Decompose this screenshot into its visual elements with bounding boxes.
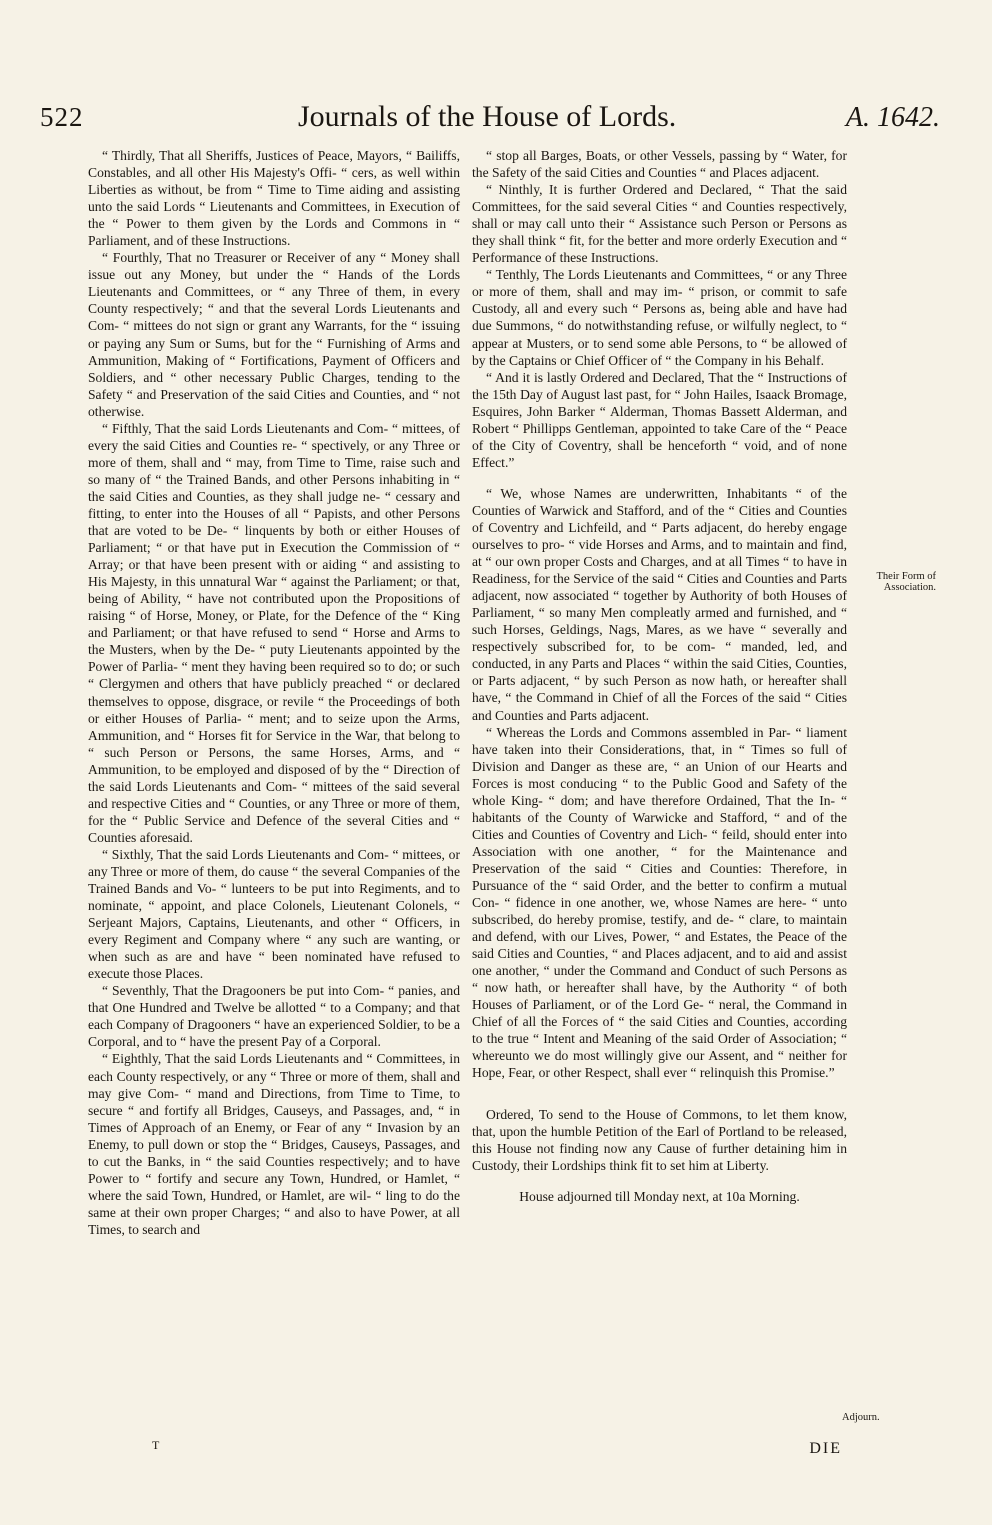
paragraph-fourthly: “ Fourthly, That no Treasurer or Receiver of any “ Money shall issue out any Money, but under the “ Hands of the Lords Lieutenants and Committees, or “ any Three of them, in every County respectively; “ and that the several Lords Lieutenants and Com- “ mittees do not sign or grant any Warrants, for the “ issuing or paying any Sum or Sums, but for the “ Furnishing of Arms and Ammunition, Making of “ Fortifications, Payment of Officers and Soldiers, and “ other necessary Public Charges, tending to the Safety “ and Preservation of the said Cities and Counties, and “ not otherwise. <box>88 250 460 419</box>
section-gap <box>472 1082 847 1106</box>
paragraph-engagement: “ We, whose Names are underwritten, Inhabitants “ of the Counties of Warwick and Stafford, and of the “ Cities and Counties of Coventry and Lichfeild, and “ Parts adjacent, do hereby engage ourselves to pro- “ vide Horses and Arms, and to maintain and find, at “ our own proper Costs and Charges, and at all Times “ to have in Readiness, for the Service of the said “ Cities and Counties and Parts adjacent, now associated “ together by Authority of both Houses of Parliament, “ so many Men compleatly armed and furnished, and “ such Horses, Geldings, Nags, Mares, as we have “ severally and respectively subscribed for, to be com- “ manded, led, and conducted, in any Parts and Places “ within the said Cities, Counties, or Parts adjacent, “ by such Person as now hath, or hereafter shall have, “ the Command in Chief of all the Forces of the said “ Cities and Counties and Parts adjacent. <box>472 485 847 723</box>
signature-mark: T <box>152 1438 160 1452</box>
paragraph-fifthly: “ Fifthly, That the said Lords Lieutenants and Com- “ mittees, of every the said Cities and Counties re- “ spectively, or any Three or more of them, shall and “ may, from Time to Time, raise such and so many of “ the Trained Bands, and other Persons inhabiting in “ the said Cities and Counties, as they shall judge ne- “ cessary and fitting, to enter into the Houses of all “ Papists, and other Persons that are voted to be De- “ linquents by both or either Houses of Parliament; “ or that have put in Execution the Commission of “ Array; or that have been present with or aiding “ and assisting to His Majesty, in this unnatural War “ against the Parliament; or that, being of Ability, “ have not contributed upon the Propositions of raising “ of Horse, Money, or Plate, for the Defence of the “ King and Parliament; or that have refused to send “ Horse and Arms to the Musters, when by the De- “ puty Lieutenants appointed by the Power of Parlia- “ ment they having been required so to do; or such “ Clergymen and others that have publicly preached “ or declared themselves to oppose, disgrace, or revile “ the Proceedings of both or either Houses of Parlia- “ ment; and to seize upon the Arms, Ammunition, and “ Horses fit for Service in the War, that belong to “ such Person or Persons, the same Horses, Arms, and “ Ammunition, to be employed and disposed of by the “ Direction of the said Lords Lieutenants and Com- “ mittees of the said several and respective Cities and “ Counties, or any Three or more of them, for the “ Public Service and Defence of the several Cities and “ Counties aforesaid. <box>88 420 460 845</box>
section-gap <box>472 471 847 485</box>
running-year: A. 1642. <box>845 102 940 133</box>
margin-note-adjourn: Adjourn. <box>842 1412 880 1423</box>
paragraph-thirdly: “ Thirdly, That all Sheriffs, Justices of Peace, Mayors, “ Bailiffs, Constables, and all other His Majesty's Offi- “ cers, as well within Liberties as without, be from “ Time to Time aiding and assisting unto the said Lords “ Lieutenants and Committees, in Execution of the “ Power to them given by the Lords and Commons in “ Parliament, and of these Instructions. <box>88 148 460 249</box>
right-column <box>472 147 847 1205</box>
section-gap <box>472 1174 847 1188</box>
adjournment-line: House adjourned till Monday next, at 10a Morning. <box>519 1188 800 1204</box>
paragraph-seventhly: “ Seventhly, That the Dragooners be put into Com- “ panies, and that One Hundred and Twelve be allotted “ to a Company; and that each Company of Dragooners “ have an experienced Soldier, to be a Corporal, and to “ have the present Pay of a Corporal. <box>88 983 460 1050</box>
running-title: Journals of the House of Lords. <box>298 100 677 133</box>
paragraph-ordered: Ordered, To send to the House of Commons, to let them know, that, upon the humble Petition of the Earl of Portland to be released, this House not finding now any Cause of further detaining him in Custody, their Lordships think fit to set him at Liberty. <box>472 1106 847 1173</box>
margin-note-association: Their Form of Association. <box>876 571 936 593</box>
left-column <box>88 147 460 1238</box>
running-head <box>40 98 940 138</box>
paragraph-lastly: “ And it is lastly Ordered and Declared, That the “ Instructions of the 15th Day of August last past, for “ John Hailes, Isaack Bromage, Esquires, John Barker “ Alderman, Thomas Bassett Alderman, and Robert “ Phillipps Gentleman, appointed to take Care of the “ Peace of the City of Coventry, shall be henceforth “ void, and of none Effect.” <box>472 369 847 470</box>
catchword: DIE <box>809 1440 842 1457</box>
paragraph-ninthly: “ Ninthly, It is further Ordered and Declared, “ That the said Committees, for the said several Cities “ and Counties respectively, shall or may call unto their “ Assistance such Person or Persons as they shall think “ fit, for the better and more orderly Execution and “ Performance of these Instructions. <box>472 182 847 266</box>
paragraph-eighthly: “ Eighthly, That the said Lords Lieutenants and “ Committees, in each County respectively, or any “ Three or more of them, shall and may give Com- “ mand and Directions, from Time to Time, to secure “ and fortify all Bridges, Causeys, and Passages, and, “ in Times of Approach of an Enemy, or Fear of any “ Invasion by an Enemy, to pull down or stop the “ Bridges, Causeys, Passages, and to cut the Banks, in “ the said Counties respectively; and to have Power to “ fortify and secure any Town, Hundred, or Hamlet, “ where the said Town, Hundred, or Hamlet, are wil- “ ling to do the same at their own proper Charges; “ and also to have Power, at all Times, to search and <box>88 1051 460 1237</box>
page-number: 522 <box>40 102 84 132</box>
paragraph-eighthly-cont: “ stop all Barges, Boats, or other Vessels, passing by “ Water, for the Safety of the said Cities and Counties “ and Places adjacent. <box>472 148 847 181</box>
paragraph-whereas: “ Whereas the Lords and Commons assembled in Par- “ liament have taken into their Considerations, that, in “ Times so full of Division and Danger as these are, “ an Union of our Hearts and Forces is most conducing “ to the Public Good and Safety of the whole King- “ dom; and have therefore Ordained, That the In- “ habitants of the County of Warwicke and Stafford, “ and of the Cities and Counties of Coventry and Lich- “ feild, should enter into Association with one another, “ for the Maintenance and Preservation of the said “ Cities and Counties: Therefore, in Pursuance of the “ said Order, and the better to confirm a mutual Con- “ fidence in one another, we, whose Names are here- “ unto subscribed, do hereby promise, testify, and de- “ clare, to maintain and defend, with our Lives, Power, “ and Estates, the Peace of the said Cities and Counties, “ and Places adjacent, and to aid and assist one another, “ under the Command and Conduct of such Persons as “ now hath, or hereafter shall have, by the Authority “ of both Houses of Parliament, or of the Lord Ge- “ neral, the Command in Chief of all the Forces of “ the said Cities and Counties, according to the true “ Intent and Meaning of the said Order of Association; “ whereunto we do most willingly give our Assent, and “ neither for Hope, Fear, or other Respect, shall ever “ relinquish this Promise.” <box>472 724 847 1081</box>
paragraph-tenthly: “ Tenthly, The Lords Lieutenants and Committees, “ or any Three or more of them, shall and may im- “ prison, or commit to safe Custody, all and every such “ Persons as, being able and have had due Summons, “ do notwithstanding refuse, or wilfully neglect, to “ appear at Musters, or to send some able Persons, to “ be allowed of by the Captains or Chief Officer of “ the Company in his Behalf. <box>472 267 847 368</box>
paragraph-sixthly: “ Sixthly, That the said Lords Lieutenants and Com- “ mittees, or any Three or more of them, do cause “ the several Companies of the Trained Bands and Vo- “ lunteers to be put into Regiments, and to nominate, “ appoint, and place Colonels, Lieutenant Colonels, “ Serjeant Majors, Captains, Lieutenants, and other “ Officers, in every Regiment and Company where “ any such are wanting, or when such as are and have “ been nominated have refused to execute those Places. <box>88 846 460 982</box>
